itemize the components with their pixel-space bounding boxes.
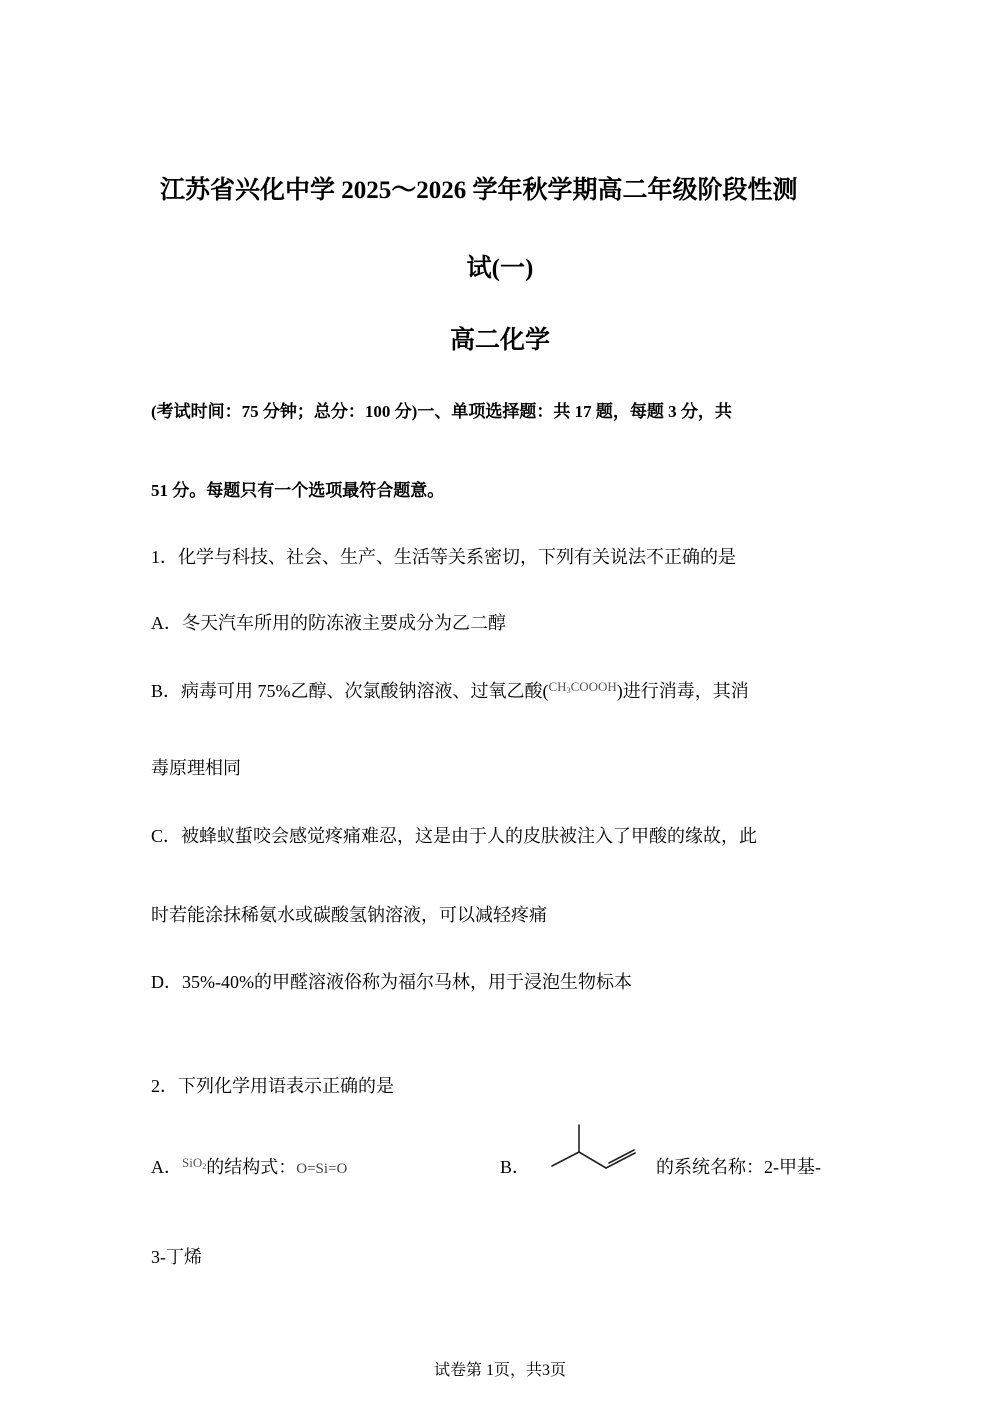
q1-option-b xyxy=(151,677,749,703)
q2-option-b-label: B． xyxy=(500,1157,531,1177)
title-line-1: 江苏省兴化中学 2025～2026 学年秋学期高二年级阶段性测 xyxy=(160,177,798,204)
q2-option-a-label: A． xyxy=(151,1157,182,1177)
q1-option-c: C．被蜂蚁蜇咬会感觉疼痛难忍，这是由于人的皮肤被注入了甲酸的缘故，此 xyxy=(151,826,758,846)
2-methyl-butene-skeletal-structure xyxy=(548,1122,643,1172)
instructions-line-2: 51 分。每题只有一个选项最符合题意。 xyxy=(151,481,445,500)
q1-option-b-post: )进行消毒，其消 xyxy=(616,681,749,701)
q1-option-b-pre: B．病毒可用 75%乙醇、次氯酸钠溶液、过氧乙酸( xyxy=(151,681,549,701)
q2-option-a-text: 的结构式： xyxy=(206,1157,297,1177)
q1-option-c-continued: 时若能涂抹稀氨水或碳酸氢钠溶液，可以减轻疼痛 xyxy=(151,905,547,925)
q1-stem: 1．化学与科技、社会、生产、生活等关系密切，下列有关说法不正确的是 xyxy=(151,547,736,567)
q2-option-b-continued: 3-丁烯 xyxy=(151,1247,202,1267)
q1-option-d: D．35%-40%的甲醛溶液俗称为福尔马林，用于浸泡生物标本 xyxy=(151,972,632,992)
instructions-line-1: (考试时间：75 分钟；总分：100 分)一、单项选择题：共 17 题，每题 3 分，共 xyxy=(151,402,732,421)
q2-option-b-text: 的系统名称：2-甲基- xyxy=(656,1157,821,1177)
title-line-2: 试(一) xyxy=(466,255,534,282)
peracetic-acid-formula: CH3COOOH xyxy=(548,679,617,695)
q1-option-a: A．冬天汽车所用的防冻液主要成分为乙二醇 xyxy=(151,613,506,633)
subject-title: 高二化学 xyxy=(449,327,550,354)
sio2-structure: O=Si=O xyxy=(296,1161,348,1177)
q2-stem: 2．下列化学用语表示正确的是 xyxy=(151,1076,394,1096)
q2-option-a xyxy=(151,1153,347,1179)
sio2-formula: SiO2 xyxy=(182,1155,207,1171)
q1-option-b-continued: 毒原理相同 xyxy=(151,758,241,778)
page-footer: 试卷第 1页，共3页 xyxy=(433,1362,566,1379)
